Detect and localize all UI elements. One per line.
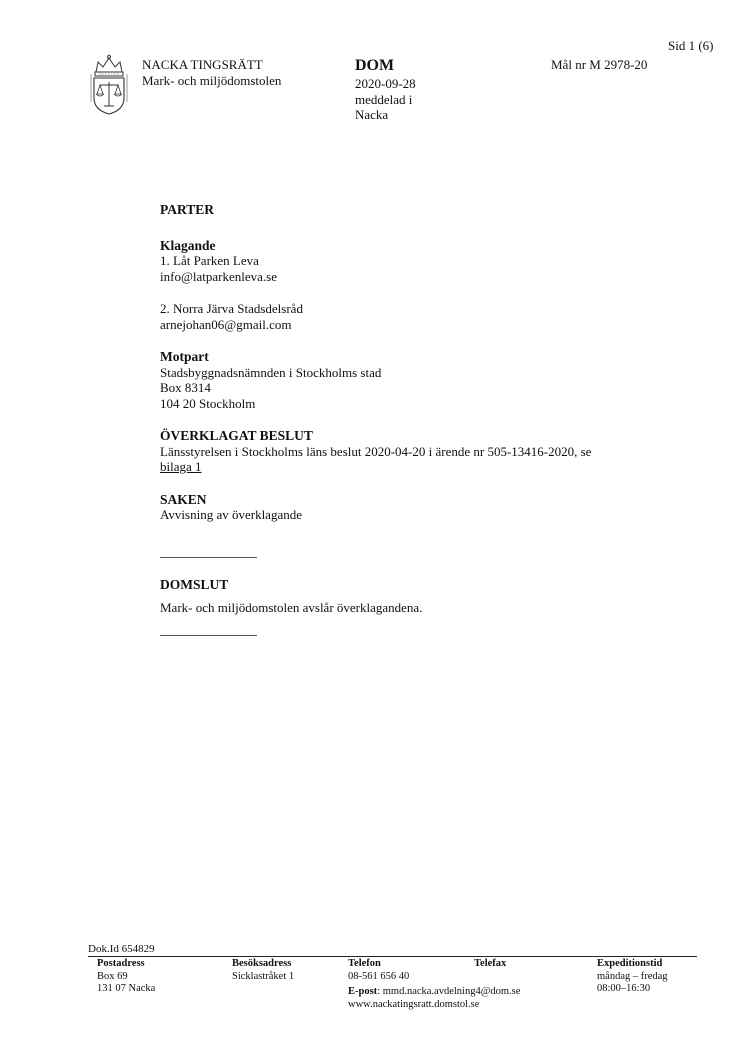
footer-hours [597, 958, 668, 996]
page-number: Sid 1 (6) [668, 38, 714, 53]
appellant-2-email: arnejohan06@gmail.com [160, 316, 292, 332]
hours-heading: Expeditionstid [597, 958, 663, 969]
court-division: Mark- och miljödomstolen [142, 72, 282, 88]
court-emblem-icon [90, 54, 128, 116]
hours-days: måndag – fredag [597, 970, 668, 982]
postal-heading: Postadress [97, 958, 145, 969]
case-number: Mål nr M 2978-20 [551, 57, 648, 72]
hours-time: 08:00–16:30 [597, 983, 651, 994]
phone-value: 08-561 656 40 [348, 970, 410, 982]
footer-fax [474, 958, 506, 971]
phone-heading: Telefon [348, 958, 381, 969]
section-divider [160, 635, 257, 636]
counterparty-name: Stadsbyggnadsnämnden i Stockholms stad [160, 364, 382, 380]
counterparty-city: 104 20 Stockholm [160, 395, 256, 411]
ruling-heading: DOMSLUT [160, 576, 229, 592]
matter-text: Avvisning av överklagande [160, 507, 302, 522]
counterparty-heading: Motpart [160, 349, 209, 364]
email-line [348, 986, 520, 999]
visit-line-1: Sicklastråket 1 [232, 970, 295, 982]
document-id: Dok.Id 654829 [88, 943, 155, 955]
document-body [160, 202, 680, 636]
appellant-2-name: 2. Norra Järva Stadsdelsråd [160, 301, 303, 316]
fax-heading: Telefax [474, 958, 507, 969]
delivered-line-1: meddelad i [355, 91, 413, 107]
delivered-line-2: Nacka [355, 107, 389, 122]
document-info [355, 57, 416, 123]
appellant-1-name: 1. Låt Parken Leva [160, 253, 259, 268]
footer-divider [88, 956, 697, 957]
appellant-1-email: info@latparkenleva.se [160, 268, 278, 284]
appealed-decision-heading: ÖVERKLAGAT BESLUT [160, 428, 313, 443]
ruling-text: Mark- och miljödomstolen avslår överklagandena. [160, 600, 423, 615]
appellants-heading: Klagande [160, 237, 216, 253]
document-type: DOM [355, 57, 395, 74]
postal-line-2: 131 07 Nacka [97, 983, 156, 994]
counterparty-box: Box 8314 [160, 380, 211, 395]
footer-visit [232, 958, 294, 983]
email-label: E-post [348, 986, 378, 997]
website[interactable]: www.nackatingsratt.domstol.se [348, 998, 480, 1010]
footer-postal [97, 958, 155, 996]
parties-heading: PARTER [160, 202, 215, 217]
postal-line-1: Box 69 [97, 970, 128, 982]
appealed-decision-text: Länsstyrelsen i Stockholms läns beslut 2020-04-20 i ärende nr 505-13416-2020, se [160, 443, 592, 459]
email-value[interactable]: : mmd.nacka.avdelning4@dom.se [377, 986, 521, 997]
matter-heading: SAKEN [160, 491, 207, 507]
appendix-link[interactable]: bilaga 1 [160, 459, 202, 474]
court-name: NACKA TINGSRÄTT [142, 57, 263, 72]
court-header [142, 57, 281, 88]
document-date: 2020-09-28 [355, 76, 416, 91]
visit-heading: Besöksadress [232, 958, 292, 969]
